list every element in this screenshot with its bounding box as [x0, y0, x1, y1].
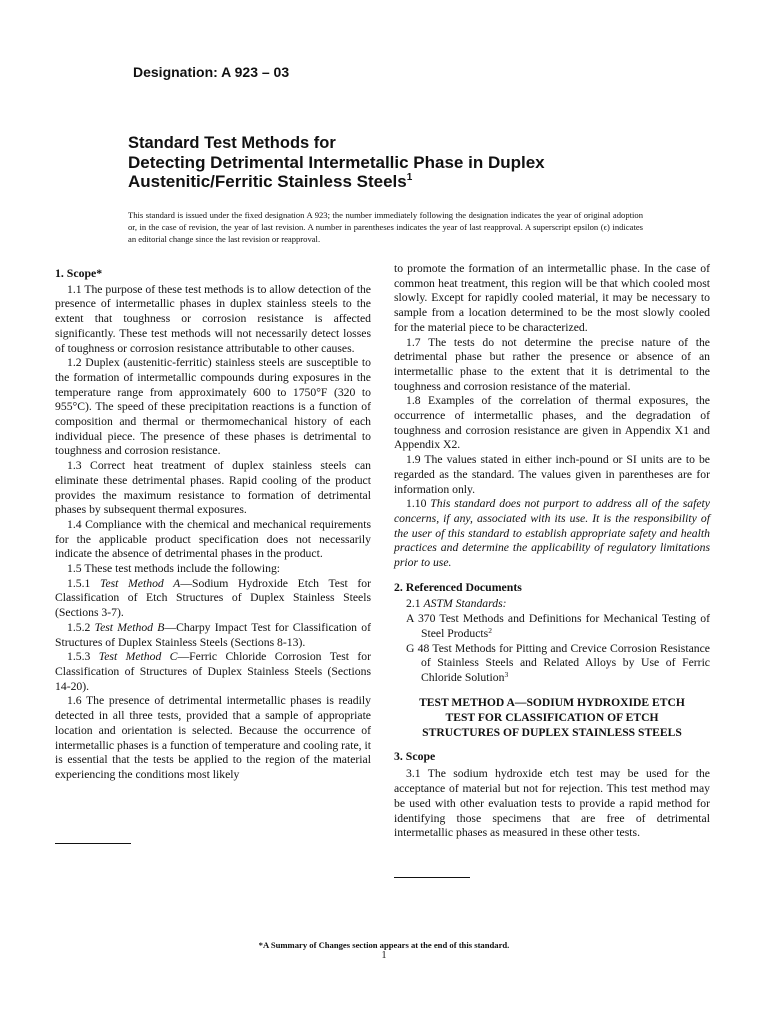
item-text: —Ferric Chloride Corrosion Test for Classification of Structures of Duplex Stainless Steels (Sections 14-20). — [55, 650, 372, 693]
footnote-rule-right — [394, 877, 470, 878]
paragraph-1-6: 1.6 The presence of detrimental intermetallic phases is readily detected in all three tests, provided that a sample of appropriate location and orientation is selected. Because the occurrence of intermetallic phases is a function of temperature and cooling rate, it is essential that the tests be applied to the region of the material experiencing the conditions most likely — [55, 694, 371, 781]
footnote-mark: 2 — [488, 625, 492, 635]
paragraph-1-1: 1.1 The purpose of these test methods is to allow detection of the presence of intermetallic phases in duplex stainless steels to the extent that toughness or corrosion resistance is affected significantly. These test methods will not necessarily detect losses of toughness or corrosion resistance attributable to other causes. — [55, 282, 371, 355]
title-footnote-mark: 1 — [406, 172, 413, 183]
astm-standards-label: ASTM Standards: — [423, 597, 507, 611]
paragraph-1-2: 1.2 Duplex (austenitic-ferritic) stainless steels are susceptible to the formation of intermetallic compounds during exposures in the temperature range from approximately 600 to 1750°F (320 to 955°C). The speed of these precipitation reactions is a function of composition and thermal or thermomechanical history of each individual piece. The presence of these phases is detrimental to toughness and corrosion resistance. — [55, 356, 371, 458]
paragraph-1-5-3 — [55, 650, 371, 694]
paragraph-1-6-continued: to promote the formation of an intermetallic phase. In the case of common heat treatment, this region will be that which cooled most slowly. Except for rapidly cooled material, it may be necessary to sample from a location determined to be the most slowly cooled for the material piece to be characterized. — [394, 262, 710, 334]
paragraph-1-3: 1.3 Correct heat treatment of duplex stainless steels can eliminate these detrimental phases. Rapid cooling of the product provides the maximum resistance to formation of detrimental phases by subsequent thermal exposures. — [55, 459, 371, 517]
title-line-2: Detecting Detrimental Intermetallic Phase in Duplex — [128, 153, 545, 172]
issuance-statement: This standard is issued under the fixed designation A 923; the number immediately following the designation indicates the year of original adoption or, in the case of revision, the year of last revision. A number in parentheses indicates the year of last reapproval. A superscript epsilon (ϵ) indicates an editorial change since the last revision or reapproval. — [128, 210, 643, 244]
paragraph-1-10 — [394, 497, 710, 571]
method-a-heading-line-1: TEST METHOD A—SODIUM HYDROXIDE ETCH — [419, 695, 685, 709]
test-method-b-label: Test Method B — [94, 620, 165, 634]
item-text: —Charpy Impact Test for Classification of Structures of Duplex Stainless Steels (Sections 8-13). — [55, 620, 372, 649]
paragraph-2-1 — [394, 597, 710, 612]
paragraph-1-9: 1.9 The values stated in either inch-pound or SI units are to be regarded as the standard. The values given in parentheses are for information only. — [394, 453, 710, 496]
safety-caveat: This standard does not purport to address all of the safety concerns, if any, associated with its use. It is the responsibility of the user of this standard to establish appropriate safety and health practices and determine the applicability of regulatory limitations prior to use. — [394, 497, 710, 570]
paragraph-1-5-2 — [55, 621, 371, 650]
designation: Designation: A 923 – 03 — [133, 64, 290, 80]
reference-text: G 48 Test Methods for Pitting and Crevice Corrosion Resistance of Stainless Steels and Related Alloys by Use of Ferric Chloride Solution — [406, 641, 710, 684]
page-number: 1 — [381, 950, 387, 961]
reference-a370 — [406, 612, 710, 641]
method-a-heading-line-2: TEST FOR CLASSIFICATION OF ETCH — [445, 710, 659, 724]
item-number: 1.5.2 — [67, 620, 91, 634]
left-column — [55, 262, 371, 783]
right-column — [394, 262, 710, 841]
title-line-3 — [128, 172, 728, 191]
paragraph-1-8: 1.8 Examples of the correlation of thermal exposures, the occurrence of intermetallic phases, and the degradation of toughness and corrosion resistance are given in Appendix X1 and Appendix X2. — [394, 394, 710, 452]
title-line-1: Standard Test Methods for — [128, 134, 336, 152]
paragraph-3-1: 3.1 The sodium hydroxide etch test may be used for the acceptance of material but not for rejection. This test method may be used with other evaluation tests to provide a rapid method for identifying those specimens that are free of detrimental intermetallic phases as measured in these other tests. — [394, 767, 710, 840]
document-title — [128, 134, 728, 191]
section-heading-scope: 1. Scope* — [55, 266, 103, 280]
summary-of-changes-note: *A Summary of Changes section appears at the end of this standard. — [258, 940, 510, 950]
reference-text: A 370 Test Methods and Definitions for Mechanical Testing of Steel Products — [406, 612, 710, 640]
method-a-heading-line-3: STRUCTURES OF DUPLEX STAINLESS STEELS — [422, 725, 682, 739]
paragraph-1-4: 1.4 Compliance with the chemical and mechanical requirements for the applicable product specification does not necessarily indicate the absence of detrimental phases in the product. — [55, 517, 371, 561]
section-heading-referenced-documents: 2. Referenced Documents — [394, 579, 522, 594]
test-method-c-label: Test Method C — [98, 650, 178, 664]
paragraph-1-5: 1.5 These test methods include the following: — [67, 562, 281, 576]
section-heading-scope-3: 3. Scope — [394, 748, 436, 763]
footnote-rule-left — [55, 843, 131, 844]
method-a-heading — [394, 695, 710, 740]
item-number: 1.5.1 — [67, 576, 91, 590]
item-number: 2.1 — [406, 597, 421, 611]
item-text: —Sodium Hydroxide Etch Test for Classification of Etch Structures of Duplex Stainless Steels (Sections 3-7). — [55, 576, 372, 620]
footnote-mark: 3 — [504, 669, 509, 679]
paragraph-1-7: 1.7 The tests do not determine the precise nature of the detrimental phase but rather the presence or absence of an intermetallic phase to the extent that it is detrimental to the toughness and corrosion resistance of the material. — [394, 335, 710, 393]
item-number: 1.5.3 — [67, 650, 91, 664]
paragraph-1-5-1 — [55, 577, 371, 621]
title-line-3-text: Austenitic/Ferritic Stainless Steels — [128, 172, 407, 191]
reference-g48 — [406, 642, 710, 686]
item-number: 1.10 — [406, 497, 427, 511]
test-method-a-label: Test Method A — [100, 576, 181, 590]
